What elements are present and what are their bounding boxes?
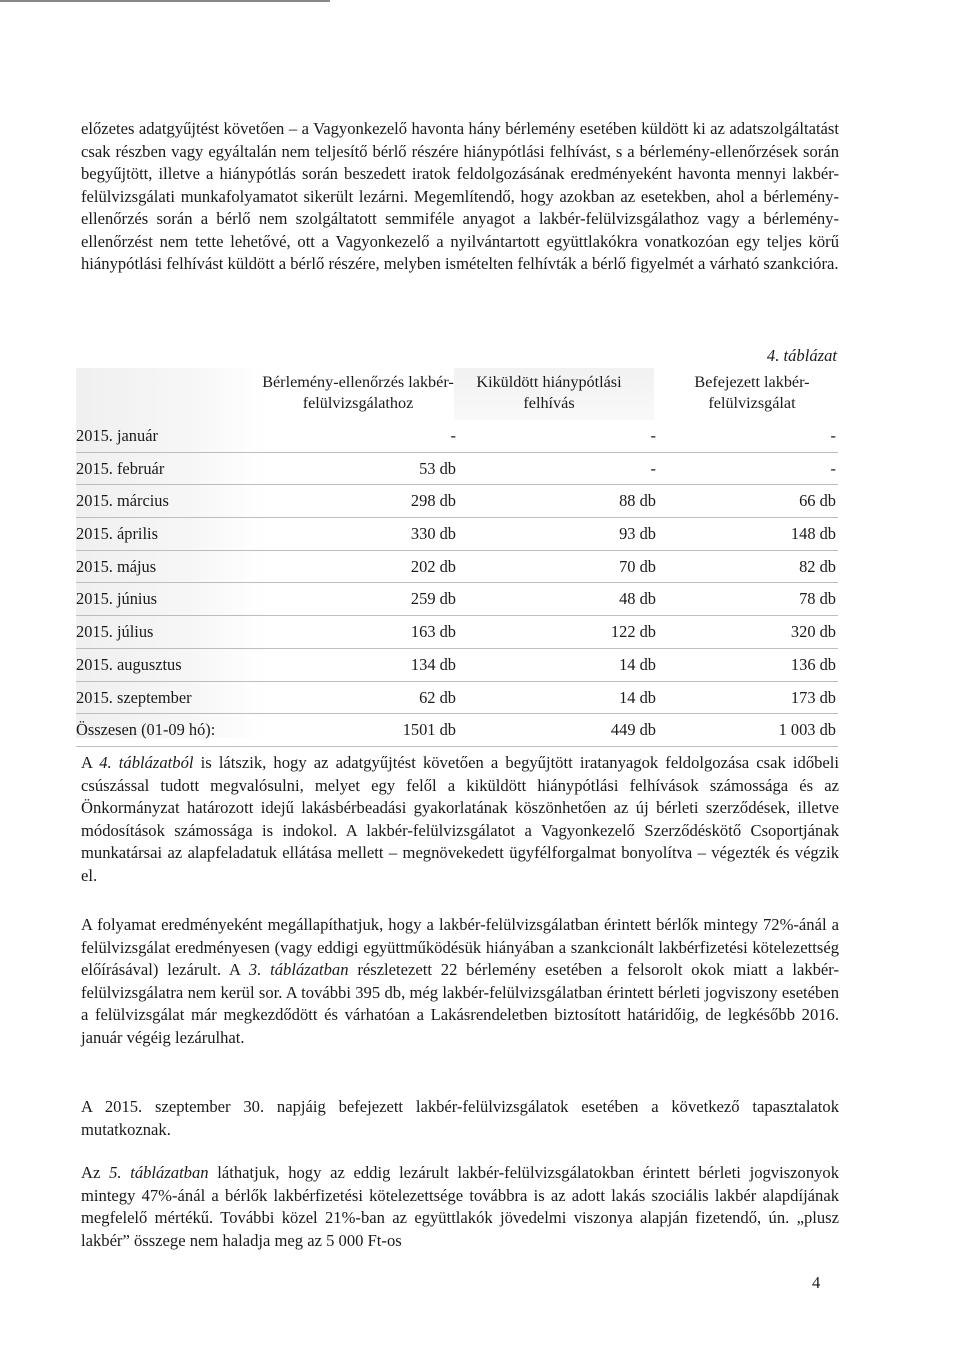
cell-inspection: 62 db	[419, 687, 456, 707]
header-notice: Kiküldött hiánypótlási felhívás	[476, 373, 622, 412]
cell-notice: 14 db	[619, 654, 656, 674]
header-inspection: Bérlemény-ellenőrzés lakbér-felülvizsgálathoz	[262, 373, 454, 412]
data-table	[76, 368, 838, 747]
cell-inspection: 134 db	[410, 654, 456, 674]
table-reference: 3. táblázatban	[248, 960, 349, 979]
table-row	[76, 453, 838, 486]
row-month: 2015. szeptember	[76, 687, 192, 707]
row-month: 2015. február	[76, 458, 165, 478]
cell-completed: 136 db	[790, 654, 836, 674]
top-rule	[0, 0, 330, 2]
cell-notice: 48 db	[619, 589, 656, 609]
cell-inspection: 259 db	[410, 589, 456, 609]
cell-notice: 70 db	[619, 556, 656, 576]
cell-inspection: 202 db	[410, 556, 456, 576]
page-number: 4	[812, 1273, 821, 1292]
table-header	[76, 368, 838, 420]
cell-inspection: 1501 db	[402, 720, 456, 740]
row-month: 2015. május	[76, 556, 157, 576]
table-reference: 4. táblázatból	[99, 753, 194, 772]
paragraph-results: A folyamat eredményeként megállapíthatjuk, hogy a lakbér-felülvizsgálatban érintett bérlők mintegy 72%-ánál a felülvizsgálat eredményesen (vagy eddigi együttműködésük hiányában a szankcionált lakbérfizetési kötelezettség előírásával) lezárult. A 3. táblázatban részletezett 22 bérlemény esetében a felsorolt okok miatt a lakbér-felülvizsgálatra nem kerül sor. A további 395 db, még lakbér-felülvizsgálatban érintett bérleti jogviszony esetében a felülvizsgálat már megkezdődött és várhatóan a Lakásrendeletben biztosított határidőig, de legkésőbb 2016. január végéig lezárulhat.	[81, 915, 840, 1047]
table-row	[76, 583, 838, 616]
row-month: 2015. április	[76, 524, 158, 544]
table-row	[76, 682, 838, 715]
cell-completed: 173 db	[790, 687, 836, 707]
table-row	[76, 551, 838, 584]
cell-inspection: 298 db	[410, 491, 456, 511]
cell-completed: 66 db	[799, 491, 836, 511]
table-row	[76, 616, 838, 649]
paragraph-intro: előzetes adatgyűjtést követően – a Vagyonkezelő havonta hány bérlemény esetében küldött ki az adatszolgáltatást csak részben vagy egyáltalán nem teljesítő bérlő részére hiánypótlási felhívást, s a bérlemény-ellenőrzések során begyűjtött, illetve a hiánypótlás során beszedett iratok feldolgozásának eredményeként havonta mennyi lakbér-felülvizsgálati munkafolyamatot sikerült lezárni. Megemlítendő, hogy azokban az esetekben, ahol a bérlemény-ellenőrzés során a bérlő nem szolgáltatott semmiféle anyagot a lakbér-felülvizsgálathoz vagy a bérlemény-ellenőrzést nem tette lehetővé, ott a Vagyonkezelő a nyilvántartott együttlakókra vonatkozóan egy teljes körű hiánypótlási felhívást küldött a bérlő részére, melyben ismételten felhívták a bérlő figyelmét a várható szankcióra.	[81, 119, 839, 273]
cell-completed: 82 db	[799, 556, 836, 576]
table-caption: 4. táblázat	[766, 346, 837, 365]
cell-completed: 320 db	[790, 622, 836, 642]
paragraph-experience: A 2015. szeptember 30. napjáig befejezett lakbér-felülvizsgálatok esetében a következő tapasztalatok mutatkoznak.	[81, 1097, 839, 1139]
cell-inspection: 330 db	[410, 524, 456, 544]
cell-completed: 78 db	[799, 589, 836, 609]
row-month: 2015. június	[76, 589, 158, 609]
table-row	[76, 485, 838, 518]
cell-completed: -	[830, 458, 836, 478]
table-body	[76, 420, 838, 747]
table-row	[76, 518, 838, 551]
paragraph-findings: Az 5. táblázatban láthatjuk, hogy az eddig lezárult lakbér-felülvizsgálatokban érintett bérleti jogviszonyok mintegy 47%-ánál a bérlők lakbérfizetési kötelezettsége továbbra is az adott lakás szociális lakbér alapdíjának megfelelő mértékű. További közel 21%-ban az együttlakók jövedelmi viszonya alapján fizetendő, ún. „plusz lakbér” összege nem haladja meg az 5 000 Ft-os	[81, 1163, 840, 1250]
header-completed: Befejezett lakbér-felülvizsgálat	[694, 373, 810, 412]
cell-notice: 88 db	[619, 491, 656, 511]
cell-notice: 449 db	[610, 720, 656, 740]
cell-completed: 148 db	[790, 524, 836, 544]
row-month: 2015. augusztus	[76, 654, 182, 674]
cell-notice: 93 db	[619, 524, 656, 544]
table-reference: 5. táblázatban	[109, 1163, 209, 1182]
cell-inspection: -	[450, 426, 456, 445]
paragraph-table-analysis: A 4. táblázatból is látszik, hogy az adatgyűjtést követően a begyűjtött iratanyagok feldolgozása csak időbeli csúszással tudott megvalósulni, melyet egy felől a kiküldött hiánypótlási felhívások számossága és az Önkormányzat határozott idejű lakásbérbeadási gyakorlatának köszönhetően az új bérleti szerződések, illetve módosítások számossága is indokol. A lakbér-felülvizsgálatot a Vagyonkezelő Szerződéskötő Csoportjának munkatársai az alapfeladatuk ellátása mellett – megnövekedett ügyfélforgalmat bonyolítva – végezték és végzik el.	[81, 753, 839, 885]
row-month: Összesen (01-09 hó):	[76, 720, 216, 740]
row-month: 2015. július	[76, 622, 154, 642]
table-row	[76, 649, 838, 682]
table-row	[76, 714, 838, 747]
cell-notice: -	[650, 458, 656, 478]
cell-inspection: 53 db	[419, 458, 456, 478]
cell-inspection: 163 db	[410, 622, 456, 642]
cell-completed: 1 003 db	[778, 720, 836, 740]
table-row	[76, 420, 838, 453]
row-month: 2015. március	[76, 491, 169, 511]
cell-notice: -	[650, 426, 656, 445]
row-month: 2015. január	[76, 426, 158, 445]
cell-completed: -	[830, 426, 836, 445]
cell-notice: 14 db	[619, 687, 656, 707]
cell-notice: 122 db	[610, 622, 656, 642]
